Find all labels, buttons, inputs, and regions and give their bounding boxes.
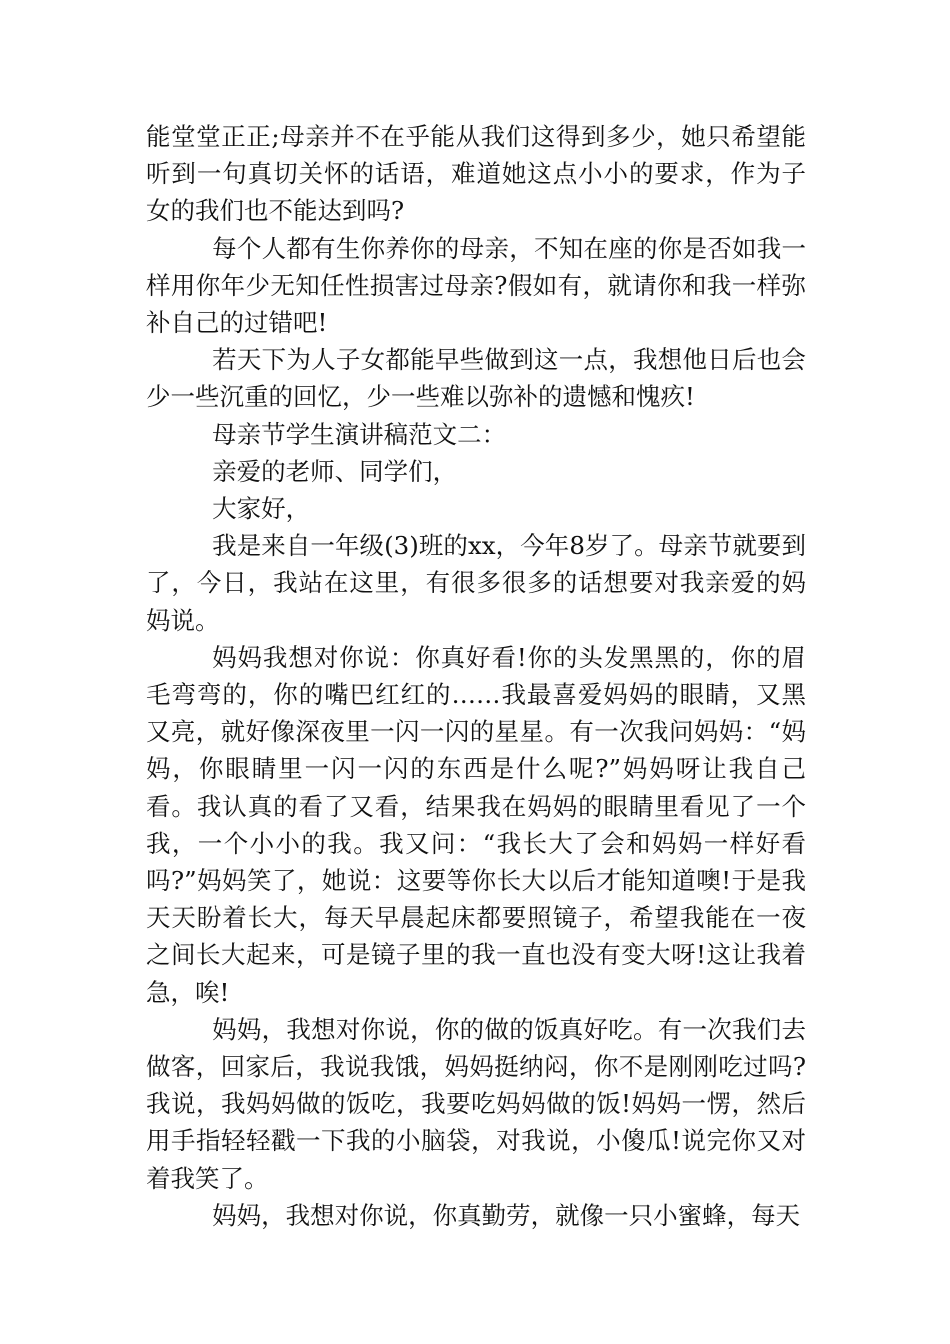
paragraph-7: 我是来自一年级(3)班的xx，今年8岁了。母亲节就要到了，今日，我站在这里，有很多很多的话想要对我亲爱的妈妈说。 [146, 531, 806, 635]
paragraph-10: 妈妈，我想对你说，你真勤劳，就像一只小蜜蜂，每天 [212, 1200, 801, 1230]
section-heading: 母亲节学生演讲稿范文二： [212, 419, 507, 449]
salutation: 亲爱的老师、同学们， [212, 456, 458, 486]
document-body [146, 118, 806, 1234]
paragraph-8: 妈妈我想对你说：你真好看!你的头发黑黑的，你的眉毛弯弯的，你的嘴巴红红的……我最喜爱妈妈的眼睛，又黑又亮，就好像深夜里一闪一闪的星星。有一次我问妈妈：“妈妈，你眼睛里一闪一闪的东西是什么呢?”妈妈呀让我自己看。我认真的看了又看，结果我在妈妈的眼睛里看见了一个我，一个小小的我。我又问：“我长大了会和妈妈一样好看吗?”妈妈笑了，她说：这要等你长大以后才能知道噢!于是我天天盼着长大，每天早晨起床都要照镜子，希望我能在一夜之间长大起来，可是镜子里的我一直也没有变大呀!这让我着急，唉! [146, 642, 806, 1007]
paragraph-1: 能堂堂正正;母亲并不在乎能从我们这得到多少，她只希望能听到一句真切关怀的话语，难道她这点小小的要求，作为子女的我们也不能达到吗? [146, 122, 806, 226]
paragraph-2: 每个人都有生你养你的母亲，不知在座的你是否如我一样用你年少无知任性损害过母亲?假如有，就请你和我一样弥补自己的过错吧! [146, 233, 806, 338]
greeting: 大家好， [212, 494, 311, 524]
paragraph-9: 妈妈，我想对你说，你的做的饭真好吃。有一次我们去做客，回家后，我说我饿，妈妈挺纳闷，你不是刚刚吃过吗?我说，我妈妈做的饭吃，我要吃妈妈做的饭!妈妈一愣，然后用手指轻轻戳一下我的小脑袋，对我说，小傻瓜!说完你又对着我笑了。 [146, 1014, 806, 1193]
paragraph-3: 若天下为人子女都能早些做到这一点，我想他日后也会少一些沉重的回忆，少一些难以弥补的遗憾和愧疚! [146, 345, 806, 412]
